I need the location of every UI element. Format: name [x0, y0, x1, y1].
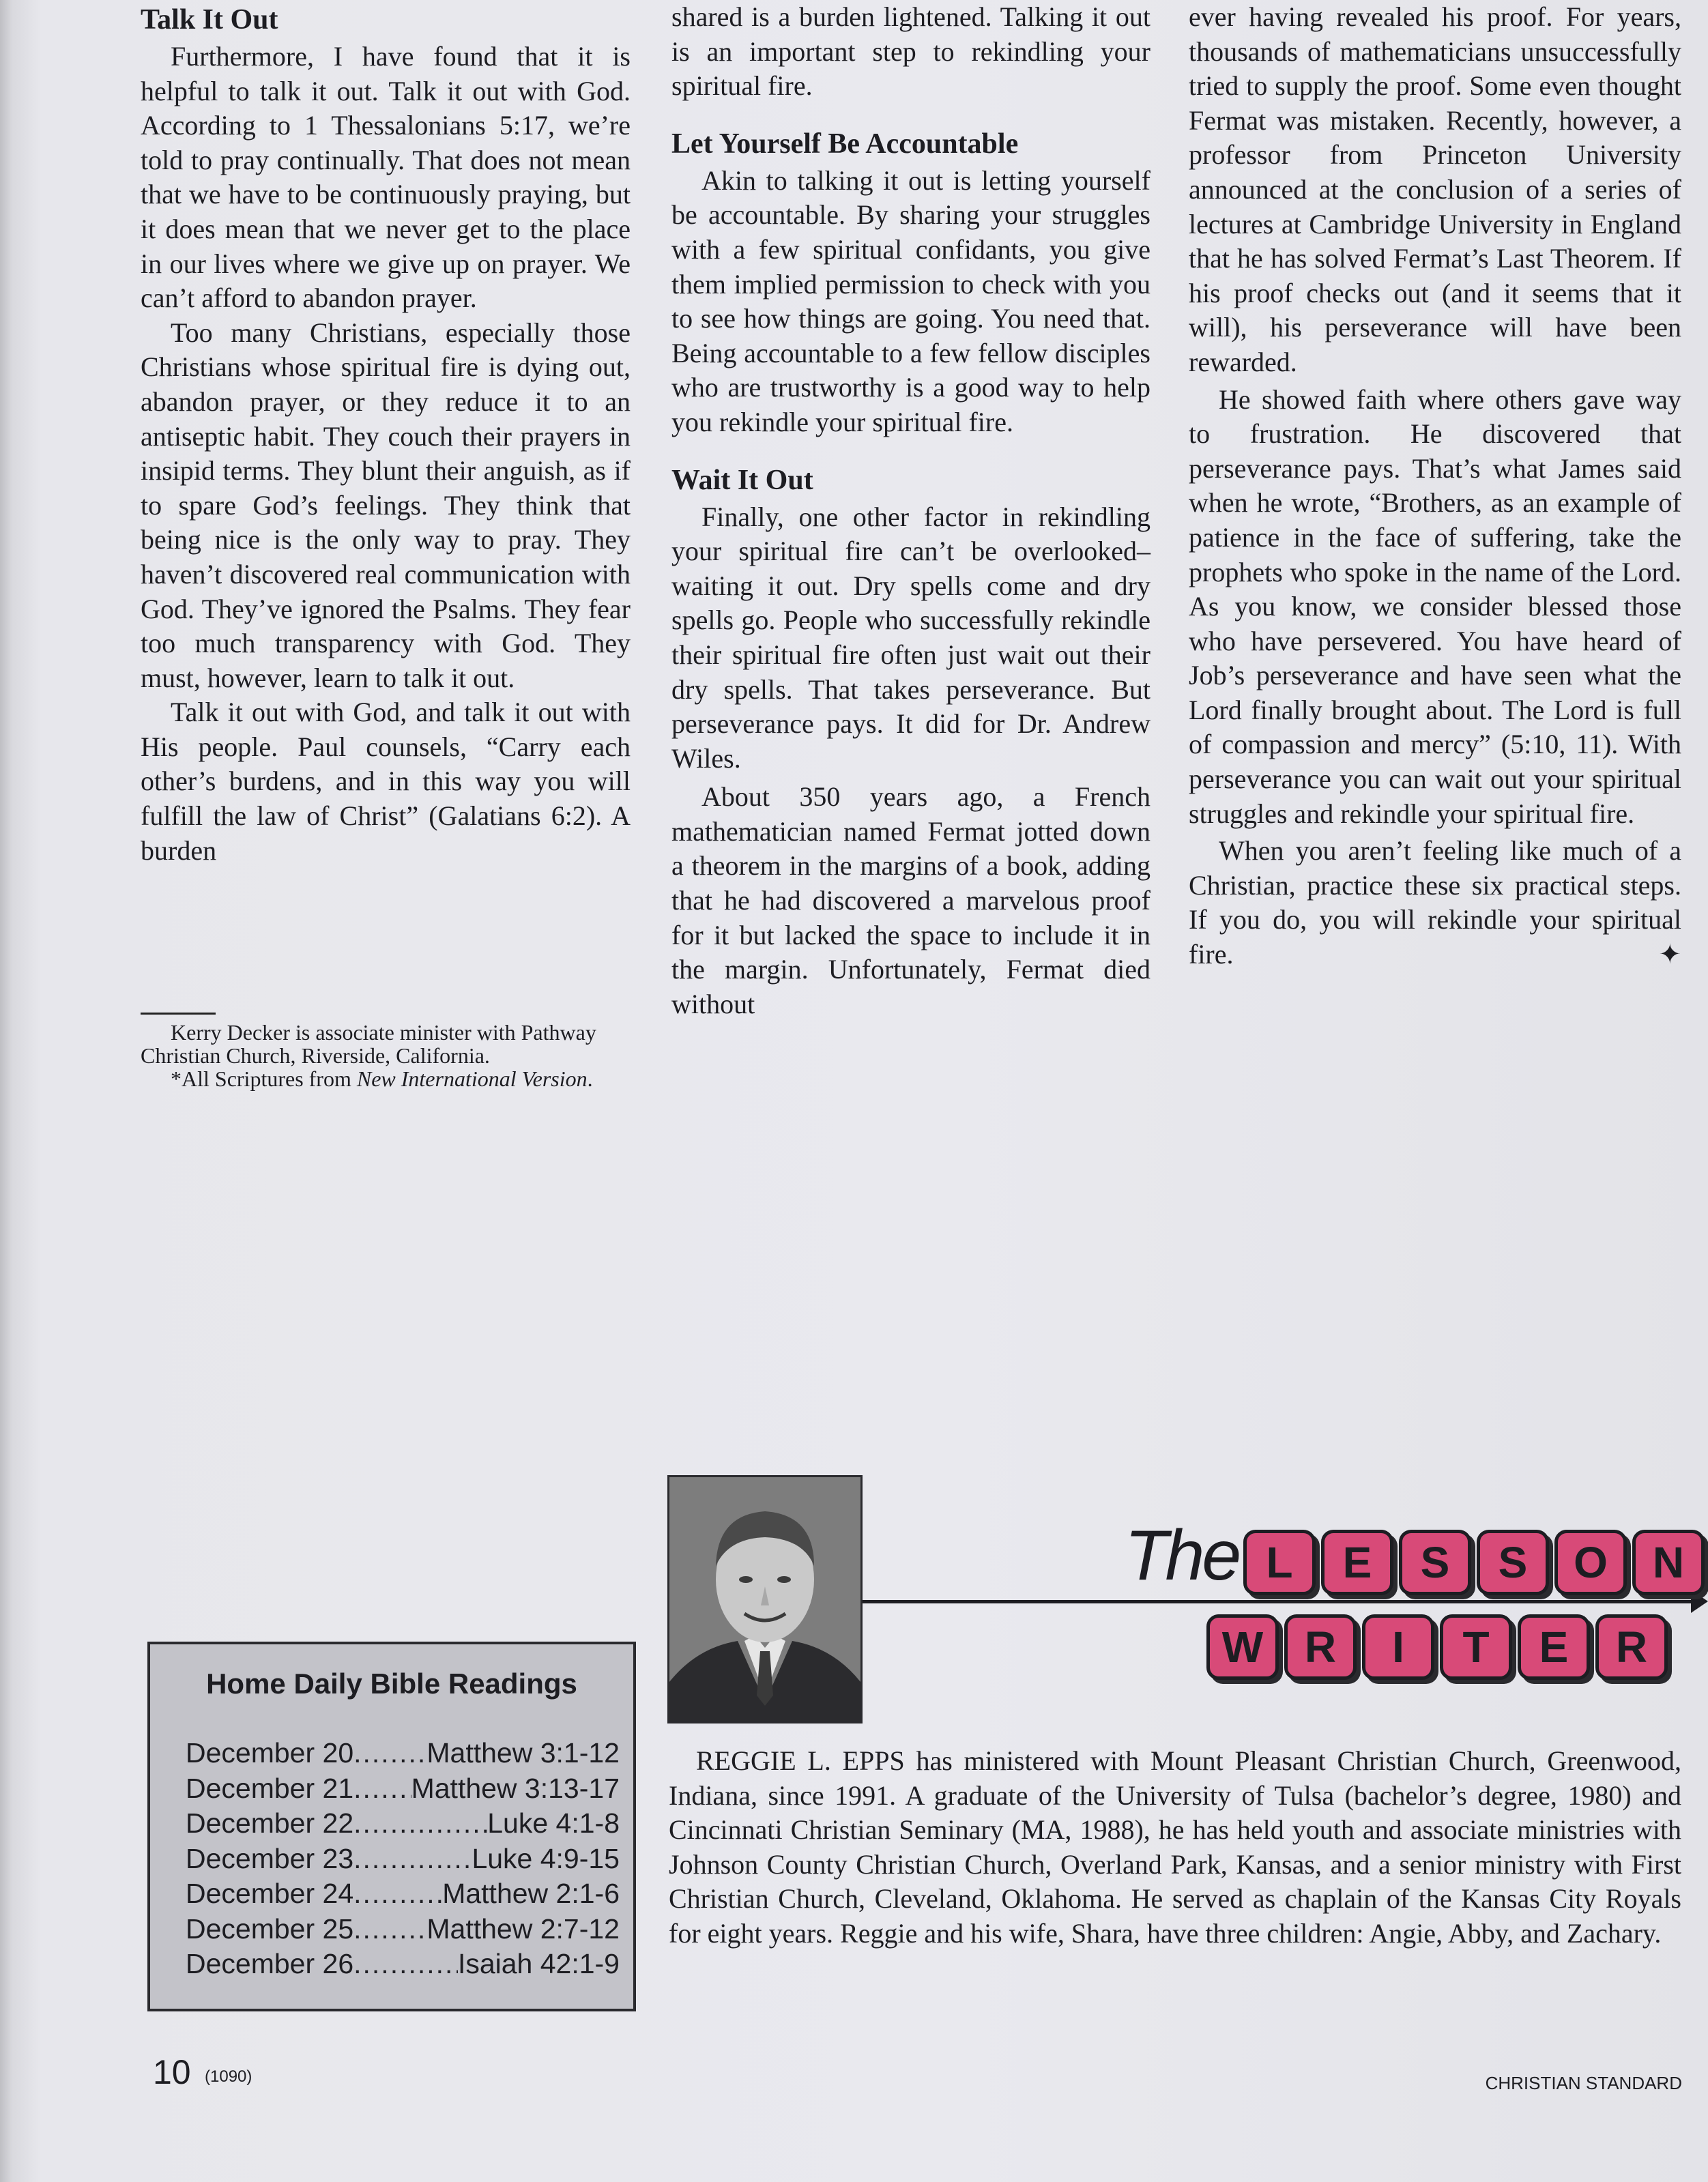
page-code: (1090)	[205, 2067, 252, 2086]
reading-item: December 23 ..... Luke 4:9-15	[186, 1842, 620, 1877]
author-note: Kerry Decker is associate minister with Pathway Christian Church, Riverside, California.	[141, 1020, 596, 1068]
magazine-name: CHRISTIAN STANDARD	[1485, 2073, 1682, 2093]
bible-readings-box	[147, 1642, 636, 2011]
paragraph: ever having revealed his proof. For years, thousands of mathematicians unsuccessfully tried to supply the proof. Some even thought Fermat was mistaken. Recently, however, a professor from Princeton University announced at the conclusion of a series of lectures at Cambridge University in England that he has solved Fermat’s Last Theorem. If his proof checks out (and it seems that it will), his perseverance will have been rewarded.	[1189, 1, 1681, 377]
letter-tile: R	[1595, 1614, 1668, 1680]
letter-tile: L	[1243, 1530, 1316, 1595]
readings-title: Home Daily Bible Readings	[206, 1668, 577, 1700]
paragraph: About 350 years ago, a French mathematician named Fermat jotted down a theorem in the margins of a book, adding that he had discovered a marvelous proof for it but lacked the space to include it in the margin. Unfortunately, Fermat died without	[671, 781, 1150, 1019]
readings-list	[186, 1736, 620, 1982]
letter-tile: N	[1632, 1530, 1705, 1595]
section-heading-wait-it-out: Wait It Out	[671, 464, 813, 496]
end-mark-icon: ✦	[1658, 939, 1681, 970]
section-heading-talk-it-out: Talk It Out	[141, 4, 278, 35]
footnote-rule	[141, 1013, 216, 1015]
lesson-writer-the: The	[1125, 1516, 1239, 1595]
letter-tile: E	[1518, 1614, 1590, 1680]
paragraph: Furthermore, I have found that it is helpful to talk it out. Talk it out with God. According to 1 Thessalonians 5:17, we’re told to pray continually. That does not mean that we have to be continuously praying, but it does mean that we never get to the place in our lives where we give up on prayer. We can’t afford to abandon prayer.	[141, 41, 631, 314]
paragraph: Akin to talking it out is letting yourself be accountable. By sharing your struggles with a few spiritual confidants, you give them implied permission to check with you to see how things are going. You need that. Being accountable to a few fellow disciples who are trustworthy is a good way to help you rekindle your spiritual fire.	[671, 164, 1150, 437]
letter-tile: S	[1477, 1530, 1549, 1595]
scripture-note: *All Scriptures from New International Version.	[171, 1066, 593, 1091]
letter-tile: W	[1206, 1614, 1279, 1680]
writer-bio	[669, 1744, 1681, 1951]
section-heading-accountable: Let Yourself Be Accountable	[671, 128, 1019, 160]
connector-line	[863, 1600, 1702, 1603]
letter-tile: O	[1554, 1530, 1627, 1595]
author-photo	[667, 1475, 863, 1723]
paragraph: Finally, one other factor in rekindling your spiritual fire can’t be overlooked–waiting it out. Dry spells come and dry spells go. People who successfully rekindle their spiritual fire often just wait out their dry spells. That takes perseverance. But perseverance pays. It did for Dr. Andrew Wiles.	[671, 501, 1150, 774]
writer-tiles	[1206, 1614, 1668, 1680]
reading-item: December 25 ..... Matthew 2:7-12	[186, 1912, 620, 1947]
letter-tile: R	[1284, 1614, 1357, 1680]
paragraph: Talk it out with God, and talk it out with His people. Paul counsels, “Carry each other’s burdens, and in this way you will fulfill the law of Christ” (Galatians 6:2). A burden	[141, 697, 631, 866]
page-number: 10	[153, 2053, 191, 2091]
reading-item: December 20 ..... Matthew 3:1-12	[186, 1736, 620, 1771]
article-column-3	[1189, 0, 1681, 972]
reading-item: December 26 ..... Isaiah 42:1-9	[186, 1947, 620, 1982]
paragraph: He showed faith where others gave way to frustration. He discovered that perseverance pays. That’s what James said when he wrote, “Brothers, as an example of patience in the face of suffering, take the prophets who spoke in the name of the Lord. As you know, we consider blessed those who have persevered. You have heard of Job’s perseverance and have seen what the Lord finally brought about. The Lord is full of compassion and mercy” (5:10, 11). With perseverance you can wait out your spiritual struggles and rekindle your spiritual fire.	[1189, 383, 1681, 829]
letter-tile: I	[1362, 1614, 1434, 1680]
letter-tile: E	[1321, 1530, 1393, 1595]
article-column-2	[671, 0, 1150, 1021]
portrait-image	[669, 1477, 860, 1721]
footnotes	[141, 1021, 636, 1090]
reading-item: December 21 ..... Matthew 3:13-17	[186, 1771, 620, 1807]
letter-tile: T	[1440, 1614, 1512, 1680]
bio-paragraph: REGGIE L. EPPS has ministered with Mount Pleasant Christian Church, Greenwood, Indiana, since 1991. A graduate of the University of Tulsa (bachelor’s degree, 1980) and Cincinnati Christian Seminary (MA, 1988), he has held youth and associate ministries with Johnson County Christian Church, Overland Park, Kansas, and a senior ministry with First Christian Church, Cleveland, Oklahoma. He served as chaplain of the Kansas City Royals for eight years. Reggie and his wife, Shara, have three children: Angie, Abby, and Zachary.	[669, 1745, 1681, 1949]
lesson-tiles	[1243, 1530, 1705, 1595]
reading-item: December 24 ..... Matthew 2:1-6	[186, 1876, 620, 1912]
article-column-1	[141, 0, 631, 868]
reading-item: December 22 ..... Luke 4:1-8	[186, 1806, 620, 1842]
paragraph: shared is a burden lightened. Talking it out is an important step to rekindling your spiritual fire.	[671, 1, 1150, 102]
paragraph: Too many Christians, especially those Christians whose spiritual fire is dying out, abandon prayer, or they reduce it to an antiseptic habit. They couch their prayers in insipid terms. They blunt their anguish, as if to spare God’s feelings. They think that being nice is the only way to pray. They haven’t discovered real communication with God. They’ve ignored the Psalms. They fear too much transparency with God. They must, however, learn to talk it out.	[141, 317, 631, 693]
letter-tile: S	[1399, 1530, 1471, 1595]
paragraph: When you aren’t feeling like much of a Christian, practice these six practical steps. If you do, you will rekindle your spiritual fire. ✦	[1189, 834, 1681, 972]
